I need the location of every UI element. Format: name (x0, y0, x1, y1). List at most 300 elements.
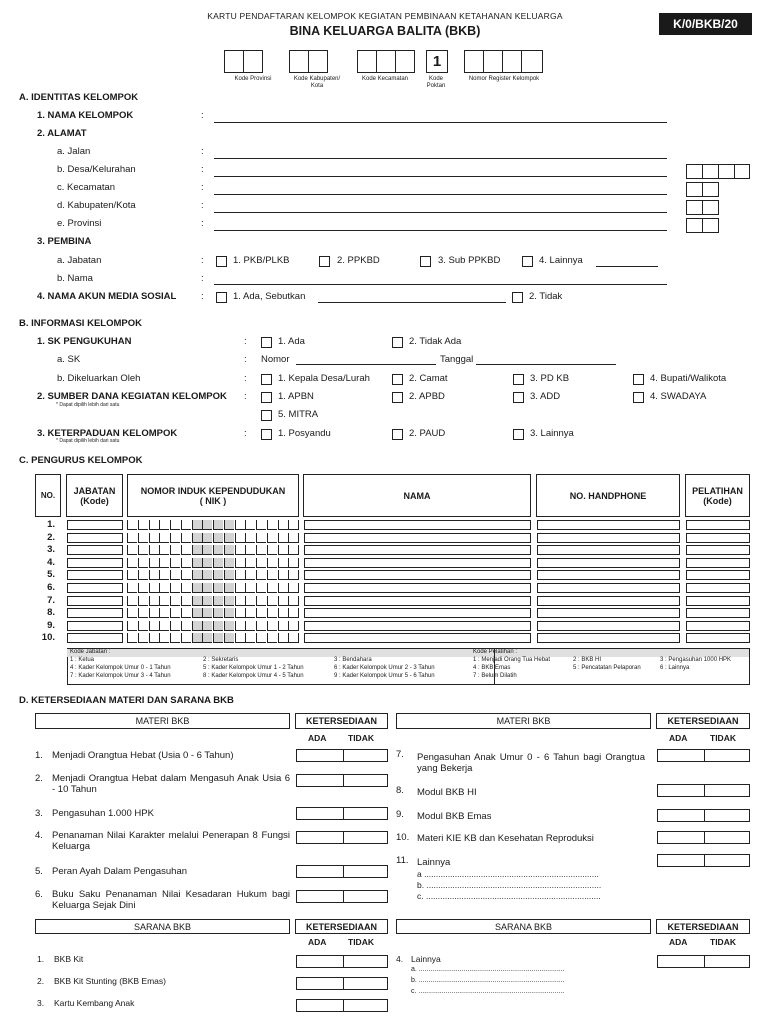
register-digit[interactable] (502, 50, 522, 73)
pelatihan-cell[interactable] (686, 583, 750, 593)
nik-digit[interactable] (267, 633, 277, 643)
nik-digit[interactable] (170, 596, 180, 606)
nik-digit[interactable] (170, 570, 180, 580)
desa-field[interactable] (214, 176, 667, 177)
materi-tidak-box[interactable] (343, 774, 388, 787)
nik-digit[interactable] (235, 520, 245, 530)
nik-digit[interactable] (181, 633, 191, 643)
nik-digit[interactable] (288, 520, 298, 530)
nik-digit[interactable] (256, 570, 266, 580)
handphone-cell[interactable] (537, 520, 680, 530)
nik-digit[interactable] (127, 583, 137, 593)
checkbox-kepala-desa[interactable] (261, 374, 272, 385)
checkbox-lainnya-jabatan[interactable] (522, 256, 533, 267)
nik-digit[interactable] (224, 520, 234, 530)
nik-digit[interactable] (267, 583, 277, 593)
checkbox-swadaya[interactable] (633, 392, 644, 403)
nik-digit[interactable] (245, 596, 255, 606)
nik-digit[interactable] (267, 533, 277, 543)
nik-digit[interactable] (138, 558, 148, 568)
nik-digit[interactable] (181, 621, 191, 631)
nik-digit[interactable] (256, 608, 266, 618)
checkbox-apbn[interactable] (261, 392, 272, 403)
checkbox-lainnya-keterpaduan[interactable] (513, 429, 524, 440)
nik-digit[interactable] (256, 558, 266, 568)
nik-digit[interactable] (267, 520, 277, 530)
nik-digit[interactable] (245, 583, 255, 593)
desa-code-digit[interactable] (702, 164, 719, 179)
nama-kelompok-field[interactable] (214, 122, 667, 123)
nik-digit[interactable] (278, 570, 288, 580)
nama-cell[interactable] (304, 583, 531, 593)
handphone-cell[interactable] (537, 633, 680, 643)
nik-digit[interactable] (278, 545, 288, 555)
kabupaten-field[interactable] (214, 212, 667, 213)
nik-digit[interactable] (256, 520, 266, 530)
nama-cell[interactable] (304, 596, 531, 606)
nik-digit[interactable] (181, 545, 191, 555)
nik-digit[interactable] (149, 545, 159, 555)
lainnya-jabatan-field[interactable] (596, 266, 658, 267)
nik-digit[interactable] (202, 570, 212, 580)
nik-digit[interactable] (149, 608, 159, 618)
sarana-tidak-box[interactable] (343, 955, 388, 968)
kecamatan-code-digit[interactable] (702, 182, 719, 197)
nik-digit[interactable] (245, 545, 255, 555)
nik-cell[interactable] (127, 596, 299, 606)
nama-cell[interactable] (304, 533, 531, 543)
materi-ada-box[interactable] (657, 784, 705, 797)
nik-digit[interactable] (192, 596, 202, 606)
nik-digit[interactable] (278, 608, 288, 618)
nik-digit[interactable] (192, 533, 202, 543)
pelatihan-cell[interactable] (686, 558, 750, 568)
nik-digit[interactable] (245, 520, 255, 530)
nik-digit[interactable] (138, 621, 148, 631)
nama-cell[interactable] (304, 621, 531, 631)
jabatan-cell[interactable] (67, 520, 123, 530)
nik-digit[interactable] (202, 545, 212, 555)
nik-digit[interactable] (192, 633, 202, 643)
nik-digit[interactable] (245, 608, 255, 618)
nik-digit[interactable] (245, 558, 255, 568)
pelatihan-cell[interactable] (686, 570, 750, 580)
materi-tidak-box[interactable] (343, 749, 388, 762)
nik-digit[interactable] (224, 545, 234, 555)
nik-digit[interactable] (213, 520, 223, 530)
nik-digit[interactable] (159, 545, 169, 555)
materi-ada-box[interactable] (296, 807, 344, 820)
nik-digit[interactable] (159, 633, 169, 643)
nik-digit[interactable] (159, 533, 169, 543)
nik-digit[interactable] (224, 608, 234, 618)
nik-digit[interactable] (192, 608, 202, 618)
nik-digit[interactable] (181, 608, 191, 618)
nama-pembina-field[interactable] (214, 284, 667, 285)
nik-digit[interactable] (138, 570, 148, 580)
materi-tidak-box[interactable] (343, 807, 388, 820)
checkbox-ppkbd[interactable] (319, 256, 330, 267)
nomor-sk-field[interactable] (296, 364, 436, 365)
nik-digit[interactable] (192, 545, 202, 555)
nik-digit[interactable] (202, 621, 212, 631)
sarana-ada-box[interactable] (296, 999, 344, 1012)
checkbox-paud[interactable] (392, 429, 403, 440)
nik-digit[interactable] (192, 621, 202, 631)
nik-digit[interactable] (170, 558, 180, 568)
register-digit[interactable] (521, 50, 543, 73)
nik-digit[interactable] (288, 621, 298, 631)
nik-digit[interactable] (170, 583, 180, 593)
jalan-field[interactable] (214, 158, 667, 159)
nik-digit[interactable] (127, 596, 137, 606)
nik-digit[interactable] (288, 608, 298, 618)
nik-digit[interactable] (213, 608, 223, 618)
kode-provinsi-digit[interactable] (243, 50, 263, 73)
nik-digit[interactable] (213, 596, 223, 606)
nik-digit[interactable] (192, 558, 202, 568)
jabatan-cell[interactable] (67, 583, 123, 593)
nik-digit[interactable] (202, 583, 212, 593)
nama-cell[interactable] (304, 633, 531, 643)
nik-digit[interactable] (159, 570, 169, 580)
nik-digit[interactable] (213, 621, 223, 631)
pelatihan-cell[interactable] (686, 533, 750, 543)
materi-ada-box[interactable] (657, 749, 705, 762)
kode-kabupaten-digit[interactable] (308, 50, 328, 73)
nik-digit[interactable] (278, 558, 288, 568)
nik-digit[interactable] (224, 621, 234, 631)
materi-tidak-box[interactable] (704, 749, 750, 762)
nik-digit[interactable] (224, 596, 234, 606)
sarana-tidak-box[interactable] (343, 977, 388, 990)
nik-digit[interactable] (181, 583, 191, 593)
nik-digit[interactable] (256, 621, 266, 631)
nik-digit[interactable] (213, 558, 223, 568)
handphone-cell[interactable] (537, 621, 680, 631)
handphone-cell[interactable] (537, 583, 680, 593)
nik-digit[interactable] (213, 583, 223, 593)
pelatihan-cell[interactable] (686, 608, 750, 618)
checkbox-pkb-plkb[interactable] (216, 256, 227, 267)
nik-digit[interactable] (127, 621, 137, 631)
nik-digit[interactable] (213, 533, 223, 543)
nik-digit[interactable] (170, 621, 180, 631)
kabupaten-code-digit[interactable] (686, 200, 703, 215)
nik-digit[interactable] (224, 570, 234, 580)
medsos-sebutkan-field[interactable] (318, 302, 506, 303)
nik-digit[interactable] (288, 545, 298, 555)
nik-digit[interactable] (149, 558, 159, 568)
provinsi-field[interactable] (214, 230, 667, 231)
jabatan-cell[interactable] (67, 545, 123, 555)
nik-digit[interactable] (278, 596, 288, 606)
nik-digit[interactable] (235, 608, 245, 618)
jabatan-cell[interactable] (67, 570, 123, 580)
nik-cell[interactable] (127, 533, 299, 543)
nik-cell[interactable] (127, 633, 299, 643)
materi-ada-box[interactable] (296, 774, 344, 787)
materi-tidak-box[interactable] (343, 865, 388, 878)
nik-digit[interactable] (213, 545, 223, 555)
nik-digit[interactable] (235, 558, 245, 568)
nik-digit[interactable] (149, 621, 159, 631)
nik-cell[interactable] (127, 545, 299, 555)
nik-digit[interactable] (288, 633, 298, 643)
nik-digit[interactable] (138, 596, 148, 606)
nik-cell[interactable] (127, 570, 299, 580)
nik-digit[interactable] (256, 596, 266, 606)
nik-digit[interactable] (267, 621, 277, 631)
materi-tidak-box[interactable] (704, 854, 750, 867)
kecamatan-field[interactable] (214, 194, 667, 195)
kode-kecamatan-digit[interactable] (357, 50, 377, 73)
nik-digit[interactable] (245, 533, 255, 543)
nik-digit[interactable] (170, 633, 180, 643)
lainnya-sub[interactable]: a .......................................................................... (417, 869, 599, 879)
nik-digit[interactable] (267, 570, 277, 580)
nik-digit[interactable] (245, 621, 255, 631)
nik-digit[interactable] (181, 533, 191, 543)
nik-digit[interactable] (288, 583, 298, 593)
option-sk-ada: 1. Ada (278, 336, 305, 347)
jabatan-cell[interactable] (67, 621, 123, 631)
jabatan-cell[interactable] (67, 533, 123, 543)
nik-digit[interactable] (224, 583, 234, 593)
nama-cell[interactable] (304, 520, 531, 530)
kode-kabupaten-digit[interactable] (289, 50, 309, 73)
nik-digit[interactable] (235, 596, 245, 606)
nik-digit[interactable] (149, 633, 159, 643)
nik-digit[interactable] (256, 633, 266, 643)
nik-digit[interactable] (202, 533, 212, 543)
register-digit[interactable] (483, 50, 503, 73)
nik-digit[interactable] (159, 608, 169, 618)
register-digit[interactable] (464, 50, 484, 73)
kode-kecamatan-digit[interactable] (376, 50, 396, 73)
nik-digit[interactable] (245, 570, 255, 580)
nik-digit[interactable] (127, 608, 137, 618)
jabatan-cell[interactable] (67, 596, 123, 606)
checkbox-camat[interactable] (392, 374, 403, 385)
sarana-lainnya-sub[interactable]: b. ........................................................................... (411, 977, 565, 984)
checkbox-pd-kb[interactable] (513, 374, 524, 385)
nik-digit[interactable] (138, 533, 148, 543)
pelatihan-cell[interactable] (686, 545, 750, 555)
checkbox-sk-tidak-ada[interactable] (392, 337, 403, 348)
nik-cell[interactable] (127, 608, 299, 618)
handphone-cell[interactable] (537, 545, 680, 555)
nik-digit[interactable] (278, 583, 288, 593)
nik-digit[interactable] (159, 520, 169, 530)
nama-cell[interactable] (304, 558, 531, 568)
nik-digit[interactable] (202, 520, 212, 530)
handphone-cell[interactable] (537, 596, 680, 606)
jabatan-cell[interactable] (67, 558, 123, 568)
provinsi-code-digit[interactable] (686, 218, 703, 233)
kecamatan-code-digit[interactable] (686, 182, 703, 197)
tanggal-sk-field[interactable] (476, 364, 616, 365)
checkbox-posyandu[interactable] (261, 429, 272, 440)
checkbox-add[interactable] (513, 392, 524, 403)
nik-digit[interactable] (256, 545, 266, 555)
nik-digit[interactable] (288, 533, 298, 543)
nik-digit[interactable] (235, 633, 245, 643)
desa-code-digit[interactable] (734, 164, 750, 179)
materi-ada-box[interactable] (296, 890, 344, 903)
nik-digit[interactable] (170, 545, 180, 555)
nik-digit[interactable] (202, 558, 212, 568)
nik-digit[interactable] (149, 520, 159, 530)
pelatihan-cell[interactable] (686, 633, 750, 643)
checkbox-medsos-ada[interactable] (216, 292, 227, 303)
nik-digit[interactable] (181, 520, 191, 530)
nik-digit[interactable] (224, 533, 234, 543)
nik-digit[interactable] (235, 545, 245, 555)
materi-tidak-box[interactable] (704, 831, 750, 844)
nik-digit[interactable] (235, 621, 245, 631)
sarana-ada-box[interactable] (296, 955, 344, 968)
sarana-ada-box[interactable] (657, 955, 705, 968)
nik-digit[interactable] (127, 520, 137, 530)
nik-digit[interactable] (181, 570, 191, 580)
nik-digit[interactable] (224, 633, 234, 643)
nik-digit[interactable] (170, 608, 180, 618)
nik-digit[interactable] (224, 558, 234, 568)
nik-digit[interactable] (267, 608, 277, 618)
nik-cell[interactable] (127, 558, 299, 568)
kabupaten-code-digit[interactable] (702, 200, 719, 215)
nik-digit[interactable] (288, 570, 298, 580)
kode-kecamatan-digit[interactable] (395, 50, 415, 73)
nik-digit[interactable] (278, 533, 288, 543)
nik-digit[interactable] (278, 520, 288, 530)
jabatan-cell[interactable] (67, 633, 123, 643)
materi-tidak-box[interactable] (343, 890, 388, 903)
lainnya-sub[interactable]: c. .......................................................................... (417, 891, 601, 901)
checkbox-sub-ppkbd[interactable] (420, 256, 431, 267)
nik-digit[interactable] (149, 570, 159, 580)
checkbox-medsos-tidak[interactable] (512, 292, 523, 303)
materi-ada-box[interactable] (657, 854, 705, 867)
nik-digit[interactable] (256, 583, 266, 593)
nik-digit[interactable] (138, 545, 148, 555)
checkbox-sk-ada[interactable] (261, 337, 272, 348)
provinsi-code-digit[interactable] (702, 218, 719, 233)
nik-digit[interactable] (138, 608, 148, 618)
checkbox-apbd[interactable] (392, 392, 403, 403)
nik-digit[interactable] (278, 621, 288, 631)
nik-digit[interactable] (202, 596, 212, 606)
nik-digit[interactable] (202, 633, 212, 643)
nik-digit[interactable] (127, 545, 137, 555)
nik-digit[interactable] (278, 633, 288, 643)
materi-tidak-box[interactable] (343, 831, 388, 844)
materi-ada-box[interactable] (657, 831, 705, 844)
nik-digit[interactable] (149, 596, 159, 606)
handphone-cell[interactable] (537, 558, 680, 568)
nik-digit[interactable] (127, 558, 137, 568)
nik-digit[interactable] (192, 583, 202, 593)
desa-code-digit[interactable] (686, 164, 703, 179)
nik-digit[interactable] (170, 533, 180, 543)
nik-digit[interactable] (267, 596, 277, 606)
nik-digit[interactable] (149, 583, 159, 593)
nik-digit[interactable] (170, 520, 180, 530)
nik-digit[interactable] (159, 558, 169, 568)
materi-ada-box[interactable] (296, 749, 344, 762)
pelatihan-cell[interactable] (686, 596, 750, 606)
nik-digit[interactable] (138, 583, 148, 593)
nik-digit[interactable] (245, 633, 255, 643)
nik-digit[interactable] (213, 633, 223, 643)
sarana-tidak-box[interactable] (704, 955, 750, 968)
nik-cell[interactable] (127, 583, 299, 593)
nik-digit[interactable] (235, 533, 245, 543)
nik-digit[interactable] (235, 583, 245, 593)
lainnya-sub[interactable]: b. .......................................................................... (417, 880, 602, 890)
materi-ada-box[interactable] (296, 865, 344, 878)
nik-digit[interactable] (159, 621, 169, 631)
nama-cell[interactable] (304, 545, 531, 555)
nik-digit[interactable] (267, 558, 277, 568)
nik-digit[interactable] (267, 545, 277, 555)
nik-digit[interactable] (213, 570, 223, 580)
sarana-lainnya-sub[interactable]: c. ........................................................................... (411, 988, 565, 995)
nik-digit[interactable] (202, 608, 212, 618)
nik-digit[interactable] (256, 533, 266, 543)
jabatan-cell[interactable] (67, 608, 123, 618)
nik-cell[interactable] (127, 621, 299, 631)
desa-code-digit[interactable] (718, 164, 735, 179)
materi-ada-box[interactable] (296, 831, 344, 844)
nik-digit[interactable] (192, 520, 202, 530)
kode-provinsi-digit[interactable] (224, 50, 244, 73)
handphone-cell[interactable] (537, 570, 680, 580)
pelatihan-cell[interactable] (686, 520, 750, 530)
nik-digit[interactable] (127, 533, 137, 543)
sarana-ada-box[interactable] (296, 977, 344, 990)
nik-digit[interactable] (138, 520, 148, 530)
nik-digit[interactable] (181, 558, 191, 568)
handphone-cell[interactable] (537, 608, 680, 618)
nik-digit[interactable] (288, 558, 298, 568)
checkbox-bupati[interactable] (633, 374, 644, 385)
nik-cell[interactable] (127, 520, 299, 530)
sarana-lainnya-sub[interactable]: a. ........................................................................... (411, 966, 565, 973)
nik-digit[interactable] (138, 633, 148, 643)
materi-ada-box[interactable] (657, 809, 705, 822)
nik-digit[interactable] (127, 633, 137, 643)
nik-digit[interactable] (288, 596, 298, 606)
checkbox-mitra[interactable] (261, 410, 272, 421)
materi-tidak-box[interactable] (704, 784, 750, 797)
nik-digit[interactable] (159, 596, 169, 606)
nama-cell[interactable] (304, 608, 531, 618)
nik-digit[interactable] (127, 570, 137, 580)
sarana-tidak-box[interactable] (343, 999, 388, 1012)
nik-digit[interactable] (159, 583, 169, 593)
materi-tidak-box[interactable] (704, 809, 750, 822)
form-code-badge: K/0/BKB/20 (659, 13, 752, 35)
nik-digit[interactable] (149, 533, 159, 543)
nik-digit[interactable] (192, 570, 202, 580)
pelatihan-cell[interactable] (686, 621, 750, 631)
nik-digit[interactable] (235, 570, 245, 580)
nama-cell[interactable] (304, 570, 531, 580)
handphone-cell[interactable] (537, 533, 680, 543)
nik-digit[interactable] (181, 596, 191, 606)
